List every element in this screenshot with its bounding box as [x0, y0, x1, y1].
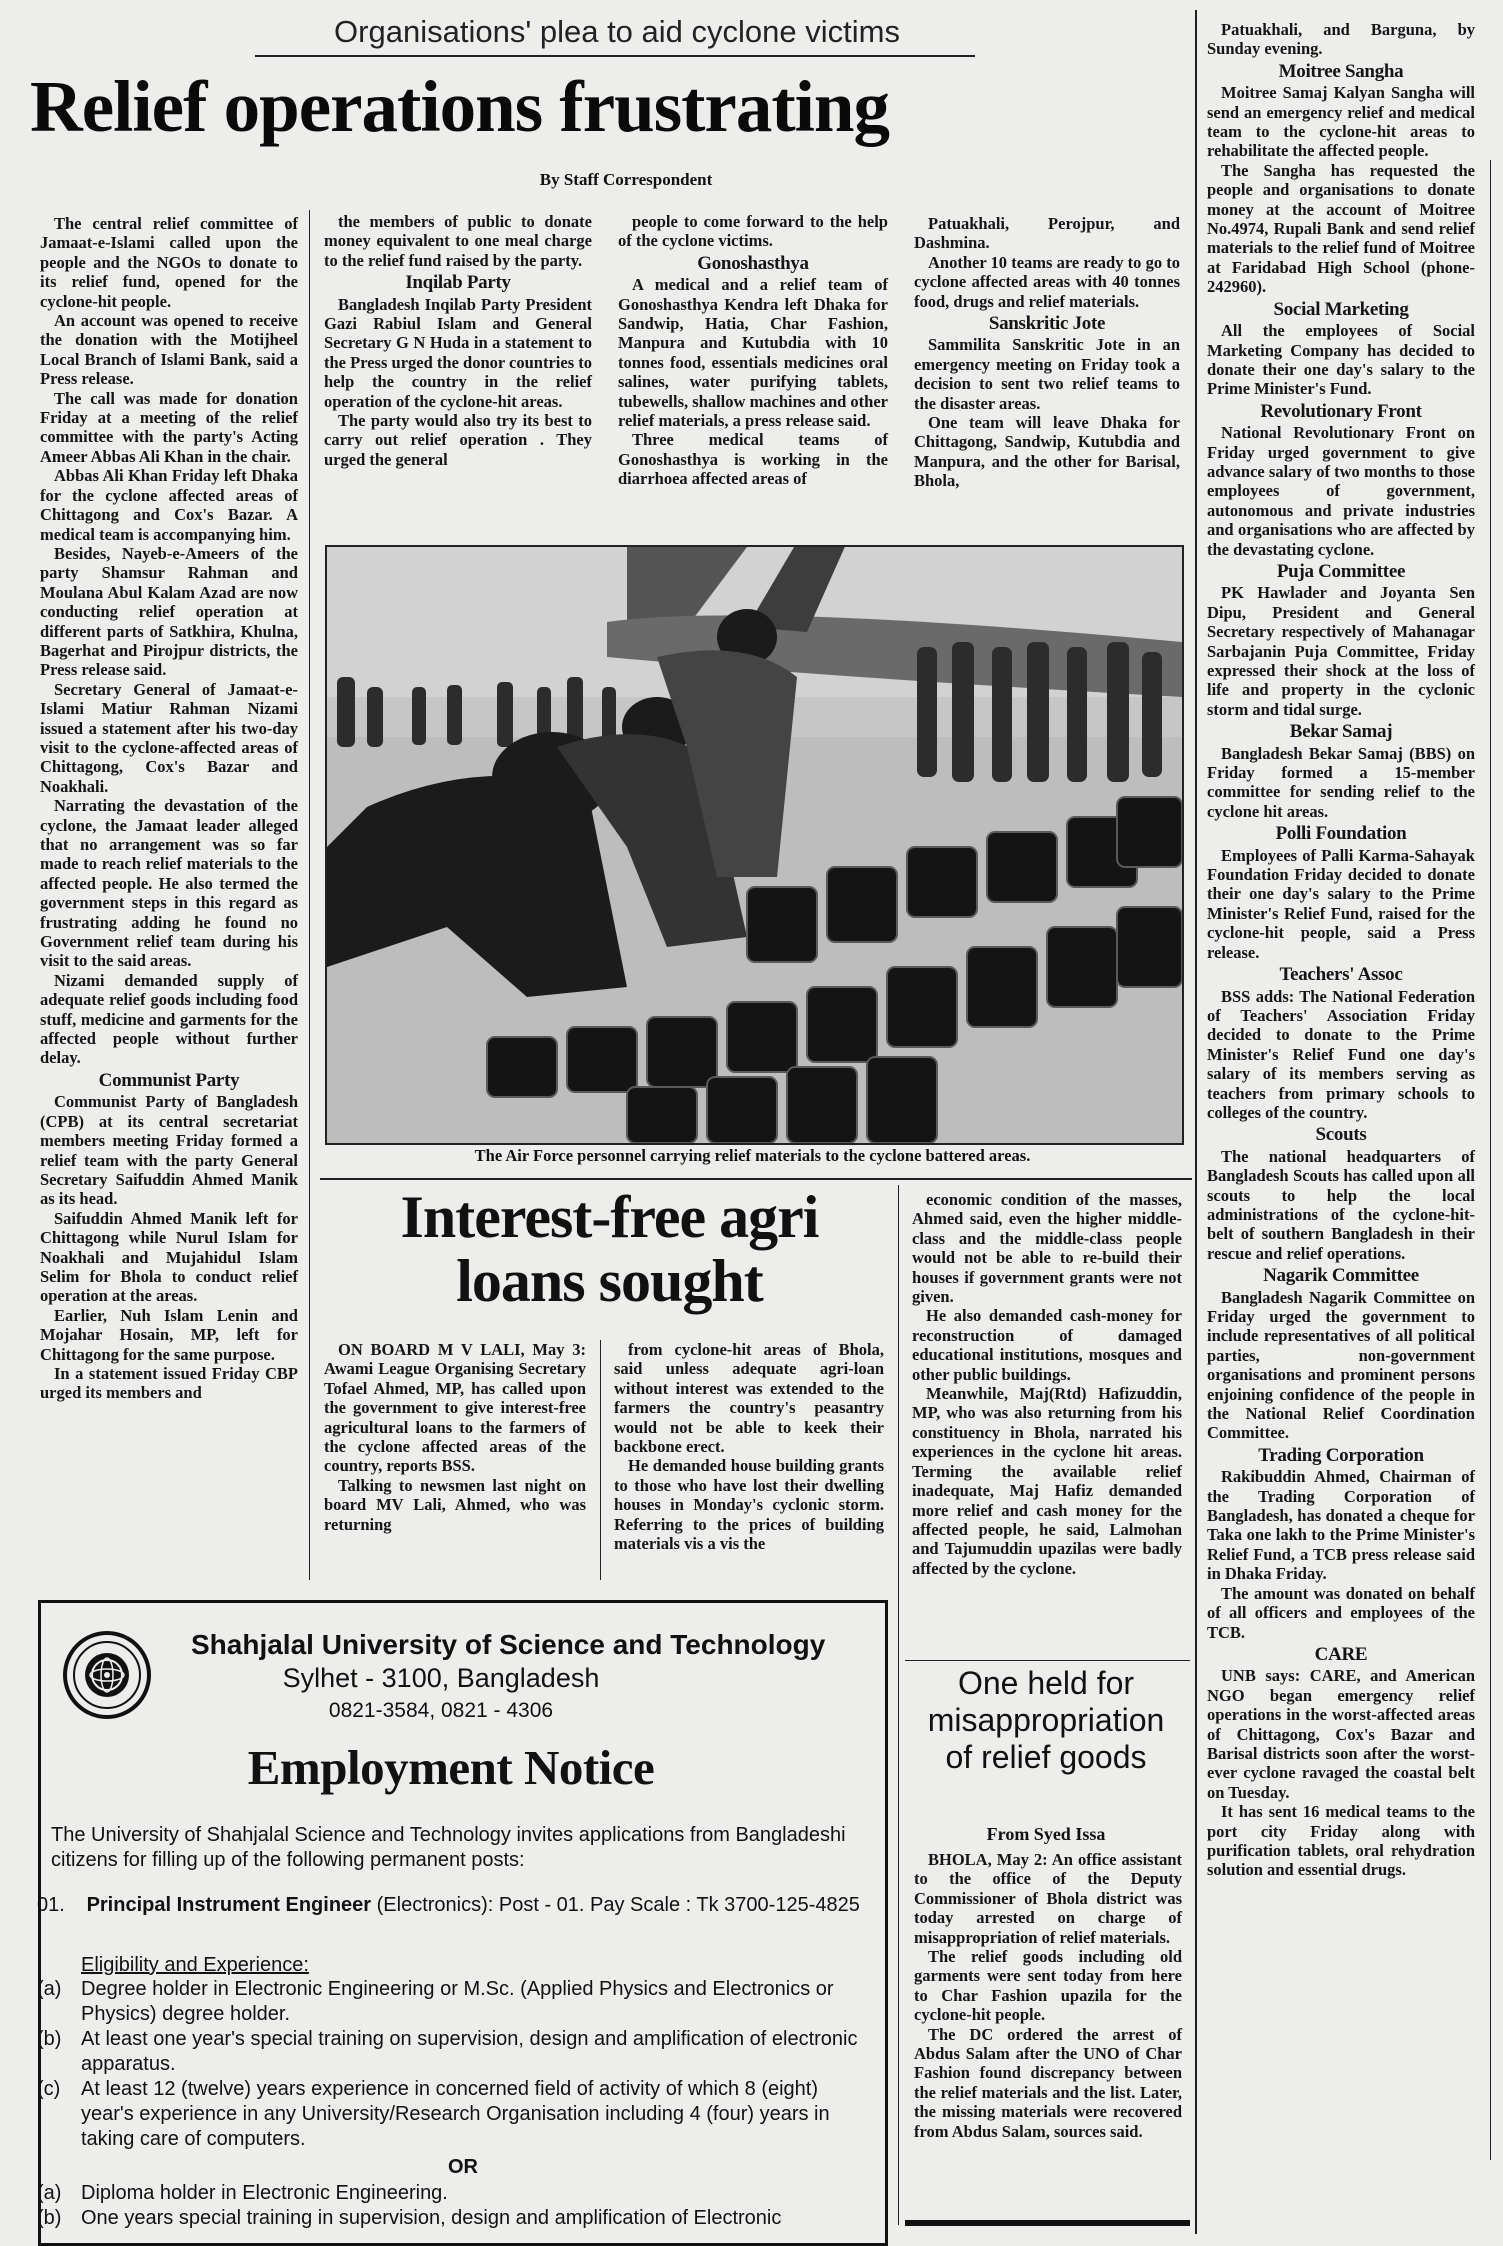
- subheading: Revolutionary Front: [1260, 400, 1422, 422]
- university-address: Sylhet - 3100, Bangladesh: [282, 1663, 600, 1693]
- paragraph: The amount was donated on behalf of all officers and employees of the TCB.: [1207, 1583, 1475, 1642]
- column-rule: [1490, 160, 1491, 2160]
- paragraph: An account was opened to receive the donation with the Motijheel Local Branch of Islami Bank, said a Press release.: [40, 311, 298, 389]
- briefs-column: [1207, 20, 1475, 1880]
- paragraph: Besides, Nayeb-e-Ameers of the party Shamsur Rahman and Moulana Abul Kalam Azad are now conducting relief operation at different parts of Satkhira, Khulna, Bagerhat and Pirojpur districts, the Press release said.: [40, 543, 298, 680]
- eligibility-list-b: [37, 2181, 873, 2231]
- paragraph: Bangladesh Inqilab Party President Gazi Rabiul Islam and General Secretary G N Huda in a statement to the Press urged the donor countries to help the country in the relief operation of the cyclone-hit areas.: [324, 294, 592, 411]
- eligibility-item-label: (b): [37, 2028, 62, 2050]
- agri-column-2: [614, 1340, 884, 1553]
- subheading: Sanskritic Jote: [988, 313, 1106, 335]
- paragraph: Sammilita Sanskritic Jote in an emergency meeting on Friday took a decision to sent two relief teams to the disaster areas.: [914, 335, 1180, 413]
- paragraph: The DC ordered the arrest of Abdus Salam after the UNO of Char Fashion found discrepancy between the relief materials and the list. Later, the missing materials were recovered from Abdus Salam, sources said.: [914, 2024, 1182, 2141]
- paragraph: UNB says: CARE, and American NGO began emergency relief operations in the worst-affected areas of Chittagong, Cox's Bazar and Barisal districts soon after the worst-ever cyclone ravaged the coastal belt on Tuesday.: [1207, 1666, 1475, 1802]
- paragraph: Communist Party of Bangladesh (CPB) at its central secretariat members meeting Friday formed a relief team with the party General Secretary Saifuddin Ahmed Manik as its head.: [40, 1092, 298, 1209]
- subheading: Moitree Sangha: [1278, 60, 1404, 82]
- paragraph: Patuakhali, Perojpur, and Dashmina.: [914, 214, 1180, 253]
- eligibility-item-text: One years special training in supervision, design and amplification of Electronic: [81, 2207, 782, 2229]
- bottom-rule: [905, 2220, 1190, 2226]
- paragraph: He also demanded cash-money for reconstruction of damaged educational institutions, mosques and other public buildings.: [912, 1306, 1182, 1384]
- kicker-underline: [255, 55, 975, 57]
- story-column-2: [324, 212, 592, 469]
- eligibility-item-label: (a): [37, 1978, 62, 2000]
- paragraph: In a statement issued Friday CBP urged its members and: [40, 1363, 298, 1403]
- story-column-3: [618, 212, 888, 489]
- paragraph: from cyclone-hit areas of Bhola, said unless adequate agri-loan without interest was extended to the farmers the country's peasantry would not be able to keek their backbone erect.: [614, 1340, 884, 1457]
- or-label: OR: [448, 2156, 478, 2178]
- column-rule: [1195, 10, 1197, 2234]
- byline: By Staff Correspondent: [539, 170, 713, 189]
- eligibility-item: [37, 1977, 873, 2027]
- paragraph: One team will leave Dhaka for Chittagong, Sandwip, Kutubdia and Manpura, and the other for Barisal, Bhola,: [914, 413, 1180, 491]
- kicker: Organisations' plea to aid cyclone victims: [334, 14, 900, 49]
- eligibility-item: [37, 2077, 873, 2152]
- paragraph: Rakibuddin Ahmed, Chairman of the Trading Corporation of Bangladesh, has donated a cheque for Taka one lakh to the Prime Minister's Relief Fund, a TCB press release said in Dhaka Friday.: [1207, 1467, 1475, 1584]
- eligibility-item-text: At least 12 (twelve) years experience in concerned field of activity of which 8 (eight) year's experience in any University/Research Organisation including 4 (four) years in taking care of computers.: [81, 2078, 830, 2150]
- post-line: [37, 1893, 873, 1918]
- university-name: Shahjalal University of Science and Technology: [191, 1629, 826, 1660]
- notice-intro: The University of Shahjalal Science and Technology invites applications from Bangladeshi citizens for filling up of the following permanent posts:: [51, 1824, 846, 1871]
- story-column-1: [40, 214, 298, 1403]
- relief-photo: [325, 545, 1184, 1145]
- subheading: Puja Committee: [1276, 560, 1406, 582]
- subheading: Bekar Samaj: [1289, 721, 1393, 743]
- paragraph: The central relief committee of Jamaat-e-Islami called upon the people and the NGOs to donate to its relief fund, opened for the cyclone-hit people.: [40, 214, 298, 311]
- relief-photo-image: [327, 547, 1182, 1143]
- paragraph: The national headquarters of Bangladesh Scouts has called upon all scouts to help the local administrations of the cyclone-hit-belt of southern Bangladesh in their rescue and relief operations.: [1207, 1146, 1475, 1263]
- paragraph: It has sent 16 medical teams to the port city Friday along with purification tablets, oral rehydration solution and essential drugs.: [1207, 1802, 1475, 1880]
- eligibility-item-text: Diploma holder in Electronic Engineering.: [81, 2182, 448, 2204]
- eligibility-heading: Eligibility and Experience:: [81, 1954, 309, 1976]
- photo-rule: [320, 1178, 1192, 1180]
- paragraph: the members of public to donate money equivalent to one meal charge to the relief fund raised by the party.: [324, 212, 592, 270]
- paragraph: The party would also try its best to carry out relief operation . They urged the general: [324, 411, 592, 469]
- agri-headline-line-1: Interest-free agri: [400, 1184, 819, 1250]
- subheading: Social Marketing: [1273, 298, 1409, 320]
- post-detail: (Electronics): Post - 01. Pay Scale : Tk 3700-125-4825: [376, 1894, 860, 1916]
- paragraph: Saifuddin Ahmed Manik left for Chittagong while Nurul Islam for Noakhali and Mujahidul Islam Selim for Bhola to conduct relief operation at the areas.: [40, 1208, 298, 1306]
- paragraph: Meanwhile, Maj(Rtd) Hafizuddin, MP, who was also returning from his constituency in Bhola, narrated his experiences in the cyclone hit areas. Terming the available relief inadequate, Maj Hafiz demanded more relief and cash money for the affected people, he said, Lalmohan and Tajumuddin upazilas were badly affected by the cyclone.: [912, 1384, 1182, 1578]
- paragraph: Abbas Ali Khan Friday left Dhaka for the cyclone affected areas of Chittagong and Cox's Bazar. A medical team is accompanying him.: [40, 466, 298, 544]
- paragraph: The Sangha has requested the people and organisations to donate money at the account of Moitree No.4974, Rupali Bank and send relief materials to the relief fund of Moitree at Faridabad High School (phone-242960).: [1207, 160, 1475, 297]
- paragraph: Bangladesh Nagarik Committee on Friday urged the government to include representatives of all political parties, non-government organisations and prominent persons enjoining confidence of the people in the National Relief Coordination Committee.: [1207, 1287, 1475, 1443]
- paragraph: BHOLA, May 2: An office assistant to the office of the Deputy Commissioner of Bhola district was today arrested on charge of misappropriation of relief materials.: [914, 1850, 1182, 1947]
- paragraph: Employees of Palli Karma-Sahayak Foundation Friday decided to donate their one day's salary to the Prime Minister's Relief Fund, raised for the cyclone-hit people, said a Press release.: [1207, 845, 1475, 962]
- misappropriation-headline: One held for misappropriation of relief goods: [927, 1665, 1165, 1775]
- paragraph: Narrating the devastation of the cyclone, the Jamaat leader alleged that no arrangement was so far made to reach relief materials to the affected people. He also termed the government steps in this regard as frustrating adding he found no Government relief team during his visit to the said areas.: [40, 796, 298, 971]
- paragraph: PK Hawlader and Joyanta Sen Dipu, President and General Secretary respectively of Mahanagar Sarbajanin Puja Committee, Friday expressed their shock at the loss of life and property in the cyclonic storm and tidal surge.: [1207, 583, 1475, 719]
- misappropriation-byline: From Syed Issa: [986, 1824, 1106, 1844]
- agri-column-1: [324, 1340, 586, 1534]
- column-rule: [309, 210, 310, 1580]
- subheading: Teachers' Assoc: [1279, 964, 1403, 986]
- paragraph: National Revolutionary Front on Friday urged government to give advance salary of two months to those employees of government, autonomous and private industries and organisations who are affected by the devastating cyclone.: [1207, 423, 1475, 559]
- paragraph: Nizami demanded supply of adequate relief goods including food stuff, medicine and garments for the affected people without further delay.: [40, 970, 298, 1068]
- eligibility-item: [37, 2206, 873, 2231]
- misappropriation-body: [914, 1850, 1182, 2141]
- paragraph: Talking to newsmen last night on board MV Lali, Ahmed, who was returning: [324, 1475, 586, 1534]
- eligibility-item-label: (a): [37, 2182, 62, 2204]
- notice-title: Employment Notice: [247, 1740, 655, 1795]
- agri-column-3: [912, 1190, 1182, 1578]
- paragraph: Secretary General of Jamaat-e-Islami Matiur Rahman Nizami issued a statement after his two-day visit to the cyclone-affected areas of Chittagong, Cox's Bazar and Noakhali.: [40, 679, 298, 796]
- university-seal-icon: [61, 1629, 153, 1721]
- subheading: Inqilab Party: [405, 272, 511, 294]
- eligibility-item-text: At least one year's special training on supervision, design and amplification of electronic apparatus.: [81, 2028, 858, 2075]
- subheading: Nagarik Committee: [1263, 1265, 1419, 1287]
- paragraph: Bangladesh Bekar Samaj (BBS) on Friday formed a 15-member committee for sending relief to the cyclone hit areas.: [1207, 743, 1475, 821]
- paragraph: The relief goods including old garments were sent today from here to Char Fashion upazila for the cyclone-hit people.: [914, 1947, 1182, 2025]
- headline: Relief operations frustrating: [30, 66, 890, 147]
- subheading: Communist Party: [98, 1069, 240, 1091]
- story-column-4: [914, 214, 1180, 491]
- post-name: Principal Instrument Engineer: [86, 1894, 372, 1916]
- eligibility-item-label: (b): [37, 2207, 62, 2229]
- paragraph: Patuakhali, and Barguna, by Sunday evening.: [1207, 20, 1475, 59]
- eligibility-item-label: (c): [37, 2078, 61, 2100]
- paragraph: economic condition of the masses, Ahmed said, even the higher middle-class and the middle-class people would not be able to re-build their houses if government grants were not given.: [912, 1190, 1182, 1307]
- paragraph: A medical and a relief team of Gonoshasthya Kendra left Dhaka for Sandwip, Hatia, Char Fashion, Manpura and Kutubdia with 10 tonnes food, essentials medicines oral salines, water purifying tablets, tubewells, shallow machines and other relief materials, a press release said.: [618, 275, 888, 431]
- paragraph: BSS adds: The National Federation of Teachers' Association Friday decided to donate to the Prime Minister's Relief Fund one day's salary of its members serving as teachers from primary schools to colleges of the country.: [1207, 986, 1475, 1122]
- agri-headline: [322, 1185, 897, 1313]
- paragraph: The call was made for donation Friday at a meeting of the relief committee with the party's Acting Ameer Abbas Ali Khan in the chair.: [40, 388, 298, 466]
- post-number: 01.: [37, 1894, 65, 1916]
- employment-notice: [38, 1600, 888, 2246]
- paragraph: Three medical teams of Gonoshasthya is working in the diarrhoea affected areas of: [618, 430, 888, 489]
- subheading: Trading Corporation: [1258, 1444, 1424, 1466]
- subheading: Gonoshasthya: [697, 252, 809, 274]
- university-phone: 0821-3584, 0821 - 4306: [328, 1699, 554, 1722]
- subheading: Polli Foundation: [1275, 823, 1407, 845]
- paragraph: Another 10 teams are ready to go to cyclone affected areas with 40 tonnes food, drugs and relief materials.: [914, 252, 1180, 311]
- subheading: Scouts: [1315, 1124, 1367, 1146]
- paragraph: He demanded house building grants to those who have lost their dwelling houses in Monday's cyclonic storm. Referring to the prices of building materials vis a vis the: [614, 1456, 884, 1554]
- photo-caption: The Air Force personnel carrying relief materials to the cyclone battered areas.: [474, 1146, 1031, 1165]
- agri-headline-line-2: loans sought: [456, 1248, 763, 1314]
- subheading: CARE: [1314, 1643, 1368, 1665]
- eligibility-item-text: Degree holder in Electronic Engineering or M.Sc. (Applied Physics and Electronics or Physics) degree holder.: [81, 1978, 834, 2025]
- column-rule: [898, 1185, 899, 2225]
- eligibility-item: [37, 2027, 873, 2077]
- paragraph: Moitree Samaj Kalyan Sangha will send an emergency relief and medical team to the cyclone-hit areas to rehabilitate the affected people.: [1207, 83, 1475, 161]
- eligibility-item: [37, 2181, 873, 2206]
- paragraph: Earlier, Nuh Islam Lenin and Mojahar Hosain, MP, left for Chittagong for the same purpose.: [40, 1305, 298, 1364]
- paragraph: All the employees of Social Marketing Company has decided to donate their one day's salary to the Prime Minister's Fund.: [1207, 321, 1475, 399]
- story-rule: [905, 1660, 1190, 1661]
- column-rule: [600, 1340, 601, 1580]
- paragraph: ON BOARD M V LALI, May 3: Awami League Organising Secretary Tofael Ahmed, MP, has called upon the government to give interest-free agricultural loans to the farmers of the cyclone affected areas of the country, reports BSS.: [324, 1340, 586, 1476]
- paragraph: people to come forward to the help of the cyclone victims.: [618, 212, 888, 251]
- eligibility-list: [37, 1977, 873, 2152]
